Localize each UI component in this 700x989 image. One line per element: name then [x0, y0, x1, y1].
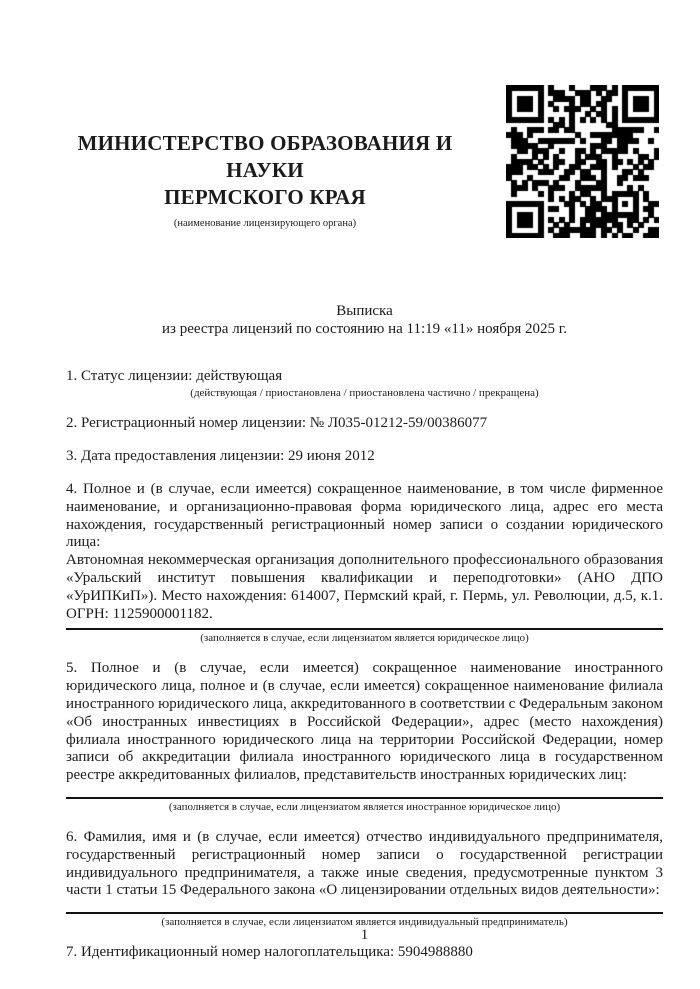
license-status-options-caption: (действующая / приостановлена / приостановлена частично / прекращена) — [190, 387, 539, 400]
legal-entity-caption: (заполняется в случае, если лицензиатом является юридическое лицо) — [200, 632, 529, 645]
section-4-legal-entity — [66, 481, 663, 645]
entrepreneur-caption: (заполняется в случае, если лицензиатом является индивидуальный предприниматель) — [161, 916, 568, 929]
section-3-license-date — [66, 448, 663, 466]
ministry-name — [40, 130, 490, 211]
entrepreneur-empty-value — [66, 900, 663, 914]
ministry-caption: (наименование лицензирующего органа) — [173, 218, 357, 229]
foreign-entity-empty-value — [66, 785, 663, 799]
ministry-name-line1: МИНИСТЕРСТВО ОБРАЗОВАНИЯ И НАУКИ — [77, 131, 453, 182]
section-6-entrepreneur — [66, 829, 663, 929]
foreign-entity-label: 5. Полное и (в случае, если имеется) сокращенное наименование иностранного юридического лица, полное и (в случае, если имеется) сокращенное наименование филиала иностранного юридического лица, аккредитованного в соответствии с Федеральным законом «Об иностранных инвестициях в Российской Федерации», адрес (место нахождения) филиала иностранного юридического лица на территории Российской Федерации, номер записи об аккредитации филиала иностранного юридического лица в государственном реестре аккредитованных филиалов, представительств иностранных юридических лиц: — [66, 660, 663, 784]
entrepreneur-label: 6. Фамилия, имя и (в случае, если имеется) отчество индивидуального предпринимателя, государственный регистрационный номер записи о государственной регистрации индивидуального предпринимателя, а также иные сведения, предусмотренные пунктом 3 части 1 статьи 15 Федерального закона «О лицензировании отдельных видов деятельности»: — [66, 828, 663, 899]
document-body — [66, 303, 663, 977]
ministry-name-line2: ПЕРМСКОГО КРАЯ — [164, 185, 366, 209]
legal-entity-value: Автономная некоммерческая организация дополнительного профессионального образования «Уральский институт повышения квалификации и переподготовки» (АНО ДПО «УрИПКиП»). Место нахождения: 614007, Пермский край, г. Пермь, ул. Революции, д.5, к.1. ОГРН: 1125900001182. — [66, 552, 663, 630]
section-1-license-status — [66, 368, 663, 401]
registration-number-text: 2. Регистрационный номер лицензии: № Л035-01212-59/00386077 — [66, 415, 488, 432]
qr-code-icon — [506, 85, 659, 238]
document-title-line1: Выписка — [336, 303, 393, 319]
letterhead — [40, 130, 490, 230]
section-7-taxpayer-number — [66, 944, 663, 962]
foreign-entity-caption: (заполняется в случае, если лицензиатом является иностранное юридическое лицо) — [168, 800, 561, 813]
legal-entity-label: 4. Полное и (в случае, если имеется) сокращенное наименование, в том числе фирменное наименование, и организационно-правовая форма юридического лица, адрес его места нахождения, государственный регистрационный номер записи о создании юридического лица: — [66, 480, 663, 551]
document-title — [66, 303, 663, 339]
section-5-foreign-entity — [66, 660, 663, 814]
page-number: 1 — [360, 927, 369, 943]
license-status-text: 1. Статус лицензии: действующая — [66, 367, 283, 384]
section-2-registration-number — [66, 415, 663, 433]
license-date-text: 3. Дата предоставления лицензии: 29 июня 2012 — [66, 448, 375, 465]
taxpayer-number-text: 7. Идентификационный номер налогоплательщика: 5904988880 — [66, 944, 473, 961]
document-title-line2: из реестра лицензий по состоянию на 11:19 «11» ноября 2025 г. — [162, 320, 567, 337]
